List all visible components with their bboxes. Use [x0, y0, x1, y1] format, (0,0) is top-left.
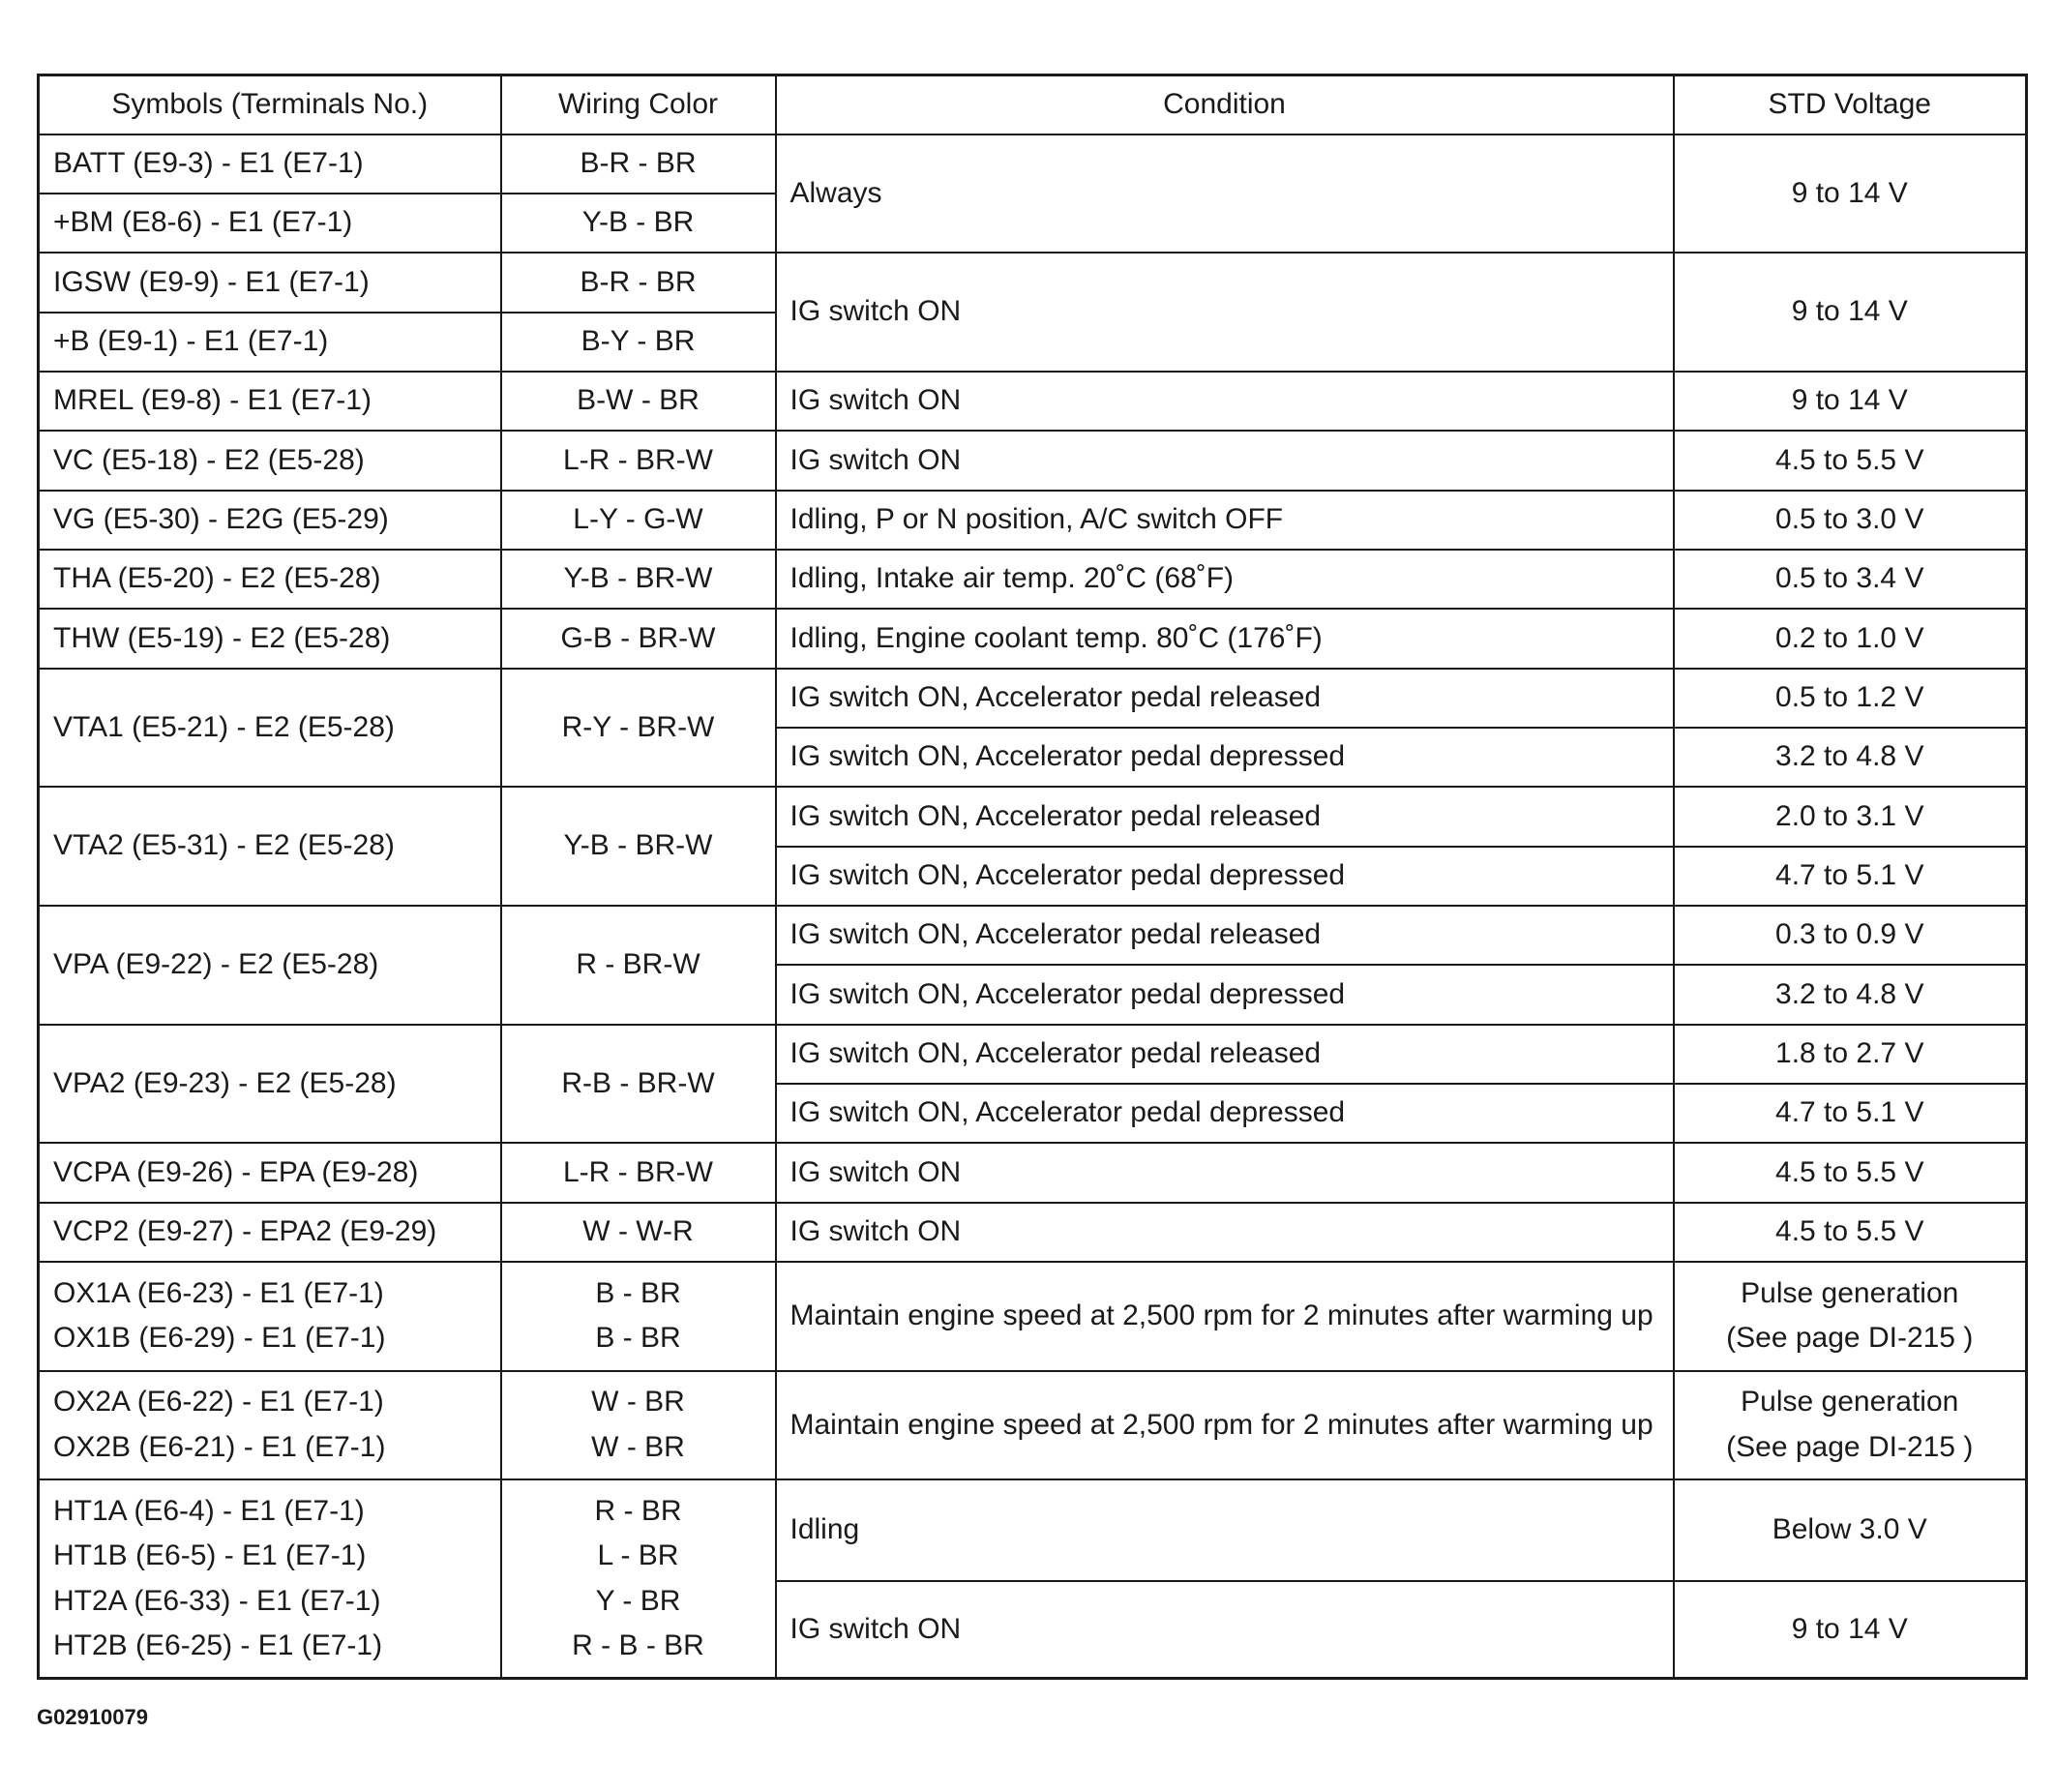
wiring-cell: L-Y - G-W — [501, 491, 776, 550]
symbol-cell: +B (E9-1) - E1 (E7-1) — [39, 313, 501, 372]
condition-cell: IG switch ON, Accelerator pedal released — [776, 787, 1674, 846]
symbol-line: OX1A (E6-23) - E1 (E7-1) — [53, 1276, 384, 1309]
voltage-cell: 0.5 to 1.2 V — [1674, 669, 2027, 728]
table-row — [39, 669, 2027, 728]
wiring-cell: G-B - BR-W — [501, 609, 776, 668]
voltage-cell: 4.5 to 5.5 V — [1674, 1143, 2027, 1202]
condition-cell: Idling — [776, 1479, 1674, 1581]
voltage-cell: 9 to 14 V — [1674, 372, 2027, 431]
table-row — [39, 431, 2027, 490]
condition-cell: Maintain engine speed at 2,500 rpm for 2 minutes after warming up — [776, 1371, 1674, 1480]
wiring-cell: Y-B - BR-W — [501, 787, 776, 906]
wiring-cell: R - BR-W — [501, 906, 776, 1025]
condition-cell: Always — [776, 134, 1674, 254]
symbol-cell: +BM (E8-6) - E1 (E7-1) — [39, 194, 501, 253]
voltage-line: (See page DI-215 ) — [1726, 1430, 1974, 1463]
voltage-cell: 9 to 14 V — [1674, 134, 2027, 254]
table-row — [39, 1143, 2027, 1202]
wiring-line: B - BR — [595, 1322, 681, 1355]
voltage-cell: 3.2 to 4.8 V — [1674, 965, 2027, 1024]
condition-cell: IG switch ON — [776, 253, 1674, 372]
table-row — [39, 1371, 2027, 1480]
table-row — [39, 1203, 2027, 1262]
table-row — [39, 1262, 2027, 1371]
table-row — [39, 609, 2027, 668]
header-condition: Condition — [776, 75, 1674, 134]
voltage-cell: 0.5 to 3.4 V — [1674, 550, 2027, 609]
symbol-cell — [39, 1371, 501, 1480]
wiring-cell: B-R - BR — [501, 253, 776, 312]
wiring-cell — [501, 1371, 776, 1480]
wiring-line: B - BR — [595, 1276, 681, 1309]
wiring-cell: Y-B - BR-W — [501, 550, 776, 609]
wiring-line: W - BR — [591, 1430, 685, 1463]
symbol-line: HT2A (E6-33) - E1 (E7-1) — [53, 1584, 381, 1617]
header-symbols: Symbols (Terminals No.) — [39, 75, 501, 134]
voltage-cell: 4.7 to 5.1 V — [1674, 847, 2027, 906]
voltage-cell: 0.5 to 3.0 V — [1674, 491, 2027, 550]
wiring-line: Y - BR — [595, 1584, 681, 1617]
wiring-cell: R-Y - BR-W — [501, 669, 776, 788]
symbol-cell: VCP2 (E9-27) - EPA2 (E9-29) — [39, 1203, 501, 1262]
voltage-cell: 3.2 to 4.8 V — [1674, 728, 2027, 787]
voltage-cell: 9 to 14 V — [1674, 1581, 2027, 1679]
symbol-cell: MREL (E9-8) - E1 (E7-1) — [39, 372, 501, 431]
wiring-cell: W - W-R — [501, 1203, 776, 1262]
condition-cell: IG switch ON, Accelerator pedal released — [776, 906, 1674, 965]
condition-cell: IG switch ON, Accelerator pedal released — [776, 1025, 1674, 1084]
voltage-cell: 4.7 to 5.1 V — [1674, 1084, 2027, 1143]
symbol-cell: VCPA (E9-26) - EPA (E9-28) — [39, 1143, 501, 1202]
condition-cell: Idling, P or N position, A/C switch OFF — [776, 491, 1674, 550]
figure-code: G02910079 — [37, 1705, 148, 1729]
condition-cell: IG switch ON — [776, 1143, 1674, 1202]
condition-cell: IG switch ON, Accelerator pedal depressed — [776, 847, 1674, 906]
wiring-line: R - B - BR — [572, 1629, 704, 1662]
voltage-cell: 9 to 14 V — [1674, 253, 2027, 372]
wiring-cell: L-R - BR-W — [501, 1143, 776, 1202]
wiring-cell: B-R - BR — [501, 134, 776, 194]
table-row — [39, 253, 2027, 312]
symbol-cell: THA (E5-20) - E2 (E5-28) — [39, 550, 501, 609]
symbol-cell: VTA2 (E5-31) - E2 (E5-28) — [39, 787, 501, 906]
table-row — [39, 906, 2027, 965]
wiring-cell: R-B - BR-W — [501, 1025, 776, 1144]
table-row — [39, 550, 2027, 609]
wiring-line: L - BR — [597, 1539, 679, 1572]
wiring-line: R - BR — [594, 1494, 682, 1527]
voltage-cell: 1.8 to 2.7 V — [1674, 1025, 2027, 1084]
voltage-cell: 0.2 to 1.0 V — [1674, 609, 2027, 668]
condition-cell: Idling, Intake air temp. 20˚C (68˚F) — [776, 550, 1674, 609]
voltage-cell — [1674, 1371, 2027, 1480]
wiring-cell: B-W - BR — [501, 372, 776, 431]
wiring-cell: L-R - BR-W — [501, 431, 776, 490]
table-row — [39, 1479, 2027, 1581]
condition-cell: IG switch ON, Accelerator pedal released — [776, 669, 1674, 728]
wiring-cell — [501, 1479, 776, 1678]
symbol-line: HT2B (E6-25) - E1 (E7-1) — [53, 1629, 383, 1662]
symbol-cell: THW (E5-19) - E2 (E5-28) — [39, 609, 501, 668]
voltage-cell: 0.3 to 0.9 V — [1674, 906, 2027, 965]
symbol-line: OX2A (E6-22) - E1 (E7-1) — [53, 1386, 384, 1419]
table-row — [39, 1025, 2027, 1084]
wiring-cell: B-Y - BR — [501, 313, 776, 372]
wiring-line: W - BR — [591, 1386, 685, 1419]
symbol-cell — [39, 1479, 501, 1678]
voltage-line: Pulse generation — [1741, 1386, 1959, 1419]
condition-cell: Maintain engine speed at 2,500 rpm for 2 minutes after warming up — [776, 1262, 1674, 1371]
condition-cell: IG switch ON — [776, 431, 1674, 490]
voltage-cell: 4.5 to 5.5 V — [1674, 431, 2027, 490]
table-row — [39, 134, 2027, 194]
symbol-cell — [39, 1262, 501, 1371]
condition-cell: IG switch ON — [776, 1581, 1674, 1679]
condition-cell: IG switch ON, Accelerator pedal depressed — [776, 728, 1674, 787]
voltage-cell: 4.5 to 5.5 V — [1674, 1203, 2027, 1262]
wiring-cell: Y-B - BR — [501, 194, 776, 253]
voltage-cell: Below 3.0 V — [1674, 1479, 2027, 1581]
symbol-line: HT1B (E6-5) - E1 (E7-1) — [53, 1539, 367, 1572]
voltage-cell — [1674, 1262, 2027, 1371]
voltage-cell: 2.0 to 3.1 V — [1674, 787, 2027, 846]
voltage-line: (See page DI-215 ) — [1726, 1322, 1974, 1355]
symbol-line: OX2B (E6-21) - E1 (E7-1) — [53, 1430, 386, 1463]
condition-cell: IG switch ON — [776, 372, 1674, 431]
table-row — [39, 372, 2027, 431]
symbol-line: HT1A (E6-4) - E1 (E7-1) — [53, 1494, 365, 1527]
symbol-cell: IGSW (E9-9) - E1 (E7-1) — [39, 253, 501, 312]
symbol-cell: VPA (E9-22) - E2 (E5-28) — [39, 906, 501, 1025]
symbol-cell: VG (E5-30) - E2G (E5-29) — [39, 491, 501, 550]
table-row — [39, 491, 2027, 550]
ecu-terminal-voltage-table — [37, 74, 2028, 1680]
condition-cell: IG switch ON, Accelerator pedal depressed — [776, 1084, 1674, 1143]
symbol-cell: VC (E5-18) - E2 (E5-28) — [39, 431, 501, 490]
wiring-cell — [501, 1262, 776, 1371]
table-row — [39, 787, 2027, 846]
condition-cell: IG switch ON — [776, 1203, 1674, 1262]
header-wiring-color: Wiring Color — [501, 75, 776, 134]
voltage-line: Pulse generation — [1741, 1276, 1959, 1309]
condition-cell: IG switch ON, Accelerator pedal depressed — [776, 965, 1674, 1024]
symbol-cell: VPA2 (E9-23) - E2 (E5-28) — [39, 1025, 501, 1144]
header-std-voltage: STD Voltage — [1674, 75, 2027, 134]
condition-cell: Idling, Engine coolant temp. 80˚C (176˚F) — [776, 609, 1674, 668]
table-header-row — [39, 75, 2027, 134]
symbol-cell: BATT (E9-3) - E1 (E7-1) — [39, 134, 501, 194]
symbol-line: OX1B (E6-29) - E1 (E7-1) — [53, 1322, 386, 1355]
symbol-cell: VTA1 (E5-21) - E2 (E5-28) — [39, 669, 501, 788]
